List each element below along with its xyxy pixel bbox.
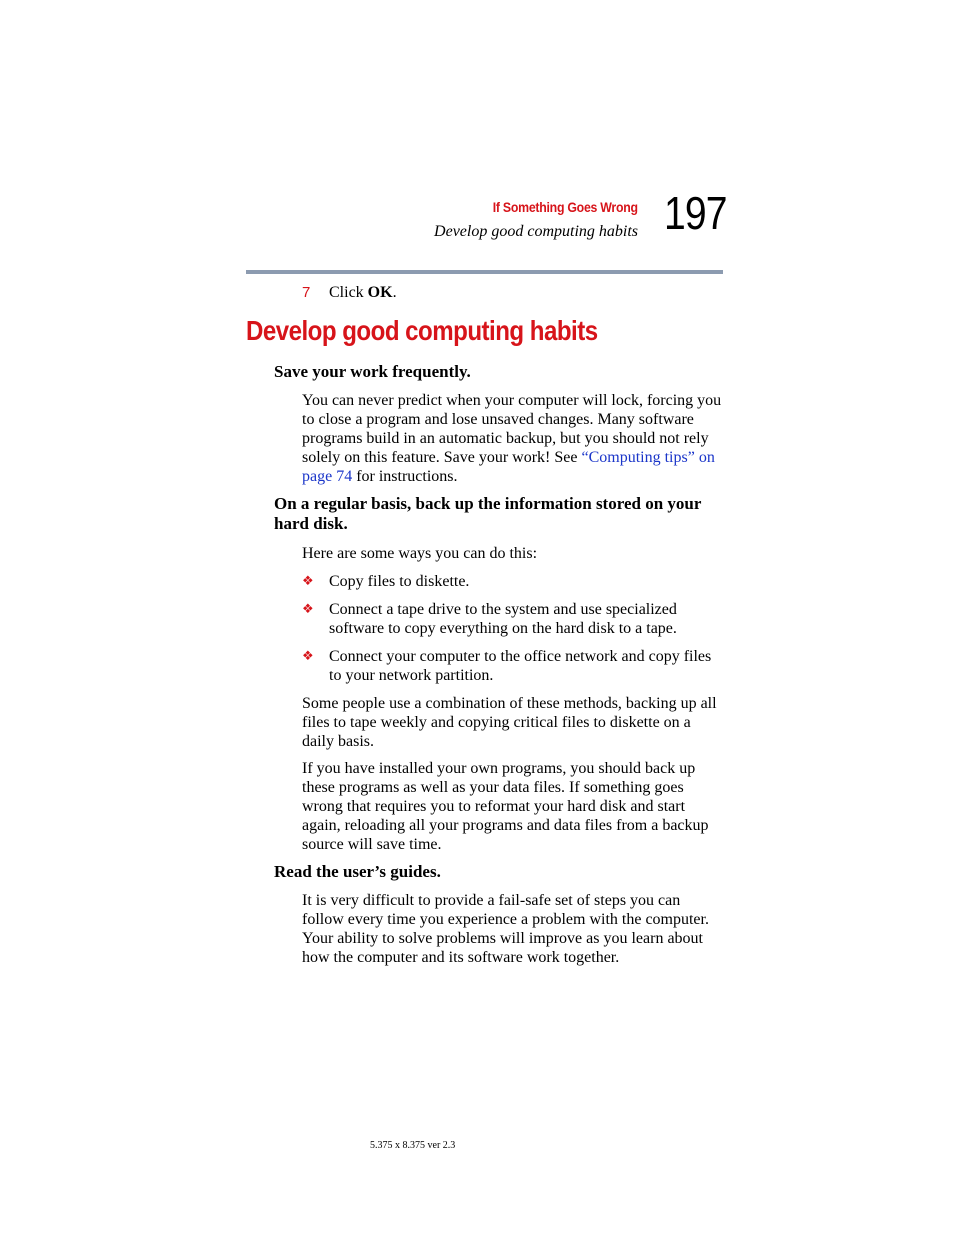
page-footer: 5.375 x 8.375 ver 2.3	[370, 1140, 456, 1151]
list-item-text: Connect a tape drive to the system and use specialized software to copy everything on the hard disk to a tape.	[329, 601, 677, 637]
subheading-backup: On a regular basis, back up the information stored on your hard disk.	[274, 494, 702, 533]
paragraph-backup-programs: If you have installed your own programs, you should back up these programs as well as your data files. If something goes wrong that requires you to reformat your hard disk and start again, reloading all your programs and data files from a backup source will save time.	[302, 760, 709, 853]
paragraph-backup-intro: Here are some ways you can do this:	[302, 545, 538, 562]
list-item	[302, 572, 724, 591]
step-number: 7	[302, 284, 311, 301]
list-item	[302, 600, 724, 638]
list-item	[302, 647, 724, 685]
paragraph-backup-methods: Some people use a combination of these methods, backing up all files to tape weekly and copying critical files to diskette on a daily basis.	[302, 695, 717, 750]
bullet-diamond-icon: ❖	[302, 649, 314, 664]
bullet-diamond-icon: ❖	[302, 602, 314, 617]
bullet-diamond-icon: ❖	[302, 574, 314, 589]
step-text-before: Click	[329, 284, 368, 301]
step-item	[302, 284, 397, 302]
subheading-save-work: Save your work frequently.	[274, 362, 471, 381]
computing-tips-link[interactable]: “Computing tips” on page 74	[302, 449, 715, 485]
subheading-users-guides: Read the user’s guides.	[274, 862, 441, 881]
step-text-after: .	[392, 284, 397, 301]
list-item-text: Copy files to diskette.	[329, 573, 470, 590]
running-header-section: Develop good computing habits	[434, 223, 638, 240]
paragraph-save-work	[302, 391, 724, 486]
paragraph-text-after-link: for instructions.	[352, 468, 458, 485]
list-item-text: Connect your computer to the office network and copy files to your network partition.	[329, 648, 712, 684]
running-header-chapter: If Something Goes Wrong	[493, 199, 638, 215]
paragraph-text: You can never predict when your computer will lock, forcing you to close a program and lose unsaved changes. Many software programs build in an automatic backup, but you should not rely solely on this feature. Save your work! See	[302, 392, 722, 466]
section-title: Develop good computing habits	[246, 315, 598, 346]
page-number: 197	[664, 187, 727, 239]
header-rule	[246, 270, 723, 274]
step-text-bold: OK	[367, 284, 393, 301]
paragraph-users-guides: It is very difficult to provide a fail-safe set of steps you can follow every time you experience a problem with the computer. Your ability to solve problems will improve as you learn about how the computer and its software work together.	[302, 892, 709, 966]
